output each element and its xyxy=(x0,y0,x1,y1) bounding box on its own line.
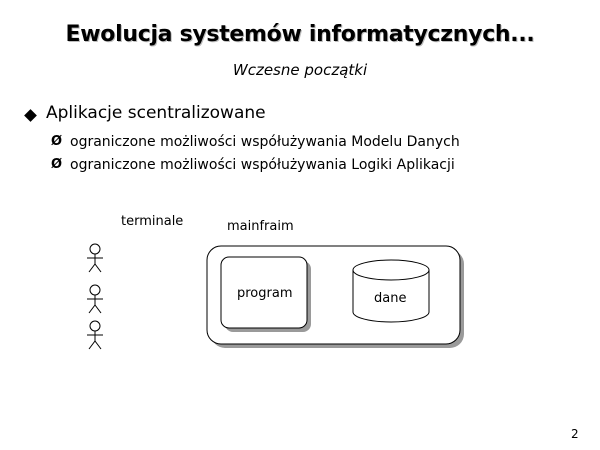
sub-item-app-logic: ograniczone możliwości współużywania Logiki Aplikacji xyxy=(70,157,455,173)
stick-figure-icon xyxy=(87,244,103,272)
arrow-bullet-icon: Ø xyxy=(51,134,63,149)
bullet-centralized-apps: Aplikacje scentralizowane xyxy=(46,103,266,123)
sub-item-data-model: ograniczone możliwości współużywania Modelu Danych xyxy=(70,134,460,150)
data-label: dane xyxy=(374,291,407,306)
mainframe-label: mainfraim xyxy=(227,219,294,234)
page-number: 2 xyxy=(571,427,579,441)
arrow-bullet-icon: Ø xyxy=(51,157,63,172)
slide-title: Ewolucja systemów informatycznych... xyxy=(65,22,535,47)
stick-figure-icon xyxy=(87,321,103,349)
stick-figure-icon xyxy=(87,285,103,313)
slide-subtitle: Wczesne początki xyxy=(232,61,368,79)
program-label: program xyxy=(237,286,293,301)
terminals-label: terminale xyxy=(121,214,184,229)
